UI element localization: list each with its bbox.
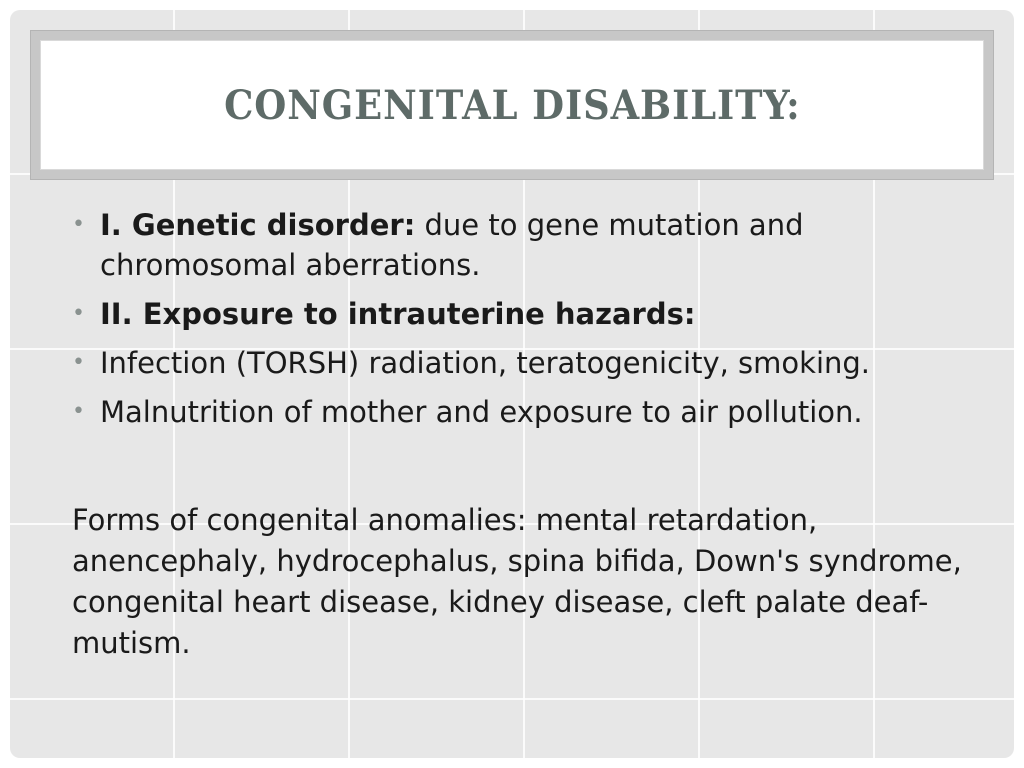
- bullet-list: [72, 205, 972, 441]
- bullet-text: due to gene mutation and chromosomal aberrations.: [100, 208, 804, 282]
- slide: [10, 10, 1014, 758]
- bullet-text: Malnutrition of mother and exposure to air pollution.: [100, 395, 863, 429]
- anomalies-paragraph: Forms of congenital anomalies: mental retardation, anencephaly, hydrocephalus, spina bifida, Down's syndrome, congenital heart disease, kidney disease, cleft palate deaf-mutism.: [72, 503, 962, 660]
- title-box: [40, 40, 984, 170]
- bullet-item: [72, 294, 972, 334]
- bullet-icon: •: [72, 301, 85, 326]
- title-frame: [30, 30, 994, 180]
- bullet-item: [72, 205, 972, 285]
- slide-title: CONGENITAL DISABILITY:: [223, 81, 801, 129]
- bullet-item: [72, 392, 972, 432]
- bullet-bold-text: I. Genetic disorder:: [100, 208, 416, 242]
- bullet-bold-text: II. Exposure to intrauterine hazards:: [100, 297, 696, 331]
- bullet-icon: •: [72, 212, 85, 237]
- bullet-text: Infection (TORSH) radiation, teratogenicity, smoking.: [100, 346, 871, 380]
- bullet-icon: •: [72, 350, 85, 375]
- bullet-item: [72, 343, 972, 383]
- bullet-icon: •: [72, 399, 85, 424]
